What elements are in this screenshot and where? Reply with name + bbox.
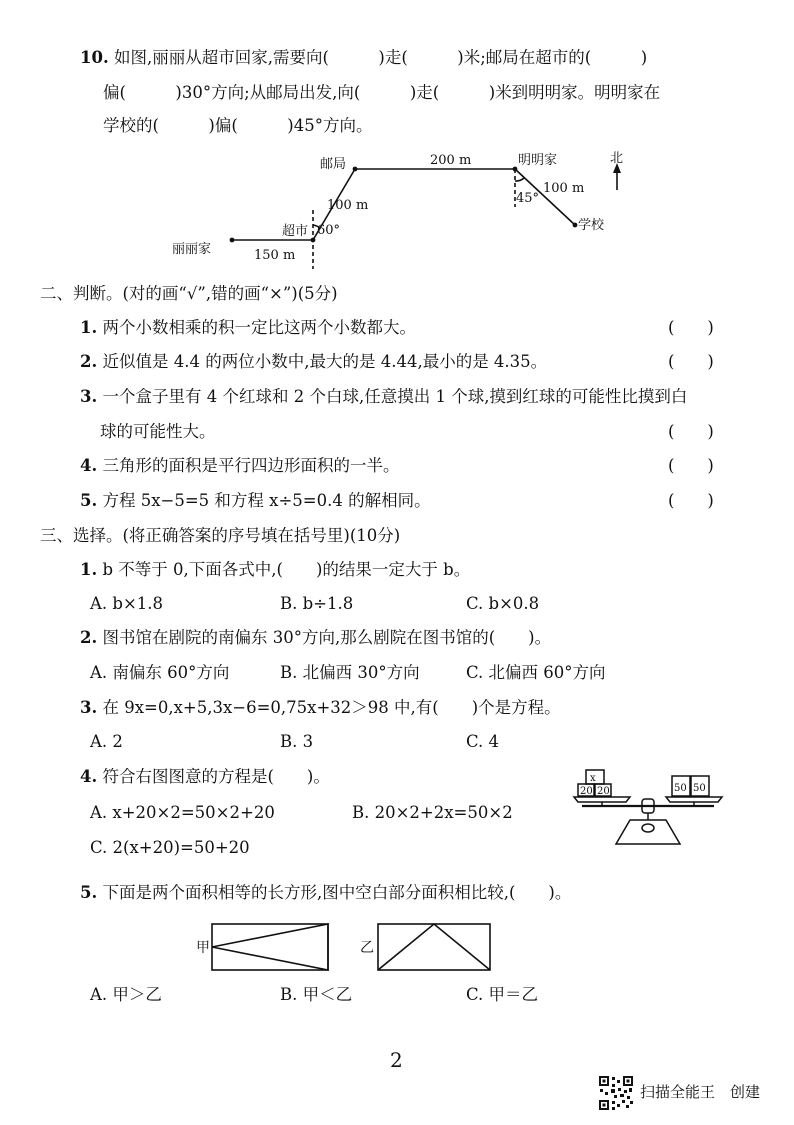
right-pan [666,797,722,802]
choice-q5-option-a[interactable]: A. 甲＞乙 [90,985,162,1004]
judge-item-5 [80,493,431,510]
judge-item-number: 5. [80,491,98,510]
judge-item-3 [80,389,687,406]
choice-q1-option-c[interactable]: C. b×0.8 [466,594,540,613]
choice-q5-option-b[interactable]: B. 甲＜乙 [280,985,353,1004]
choice-q-number: 5. [80,883,98,902]
choice-q3-option-b[interactable]: B. 3 [280,732,314,751]
q10-line2: 偏( )30°方向;从邮局出发,向( )走( )米到明明家。明明家在 [103,83,661,102]
judge-item-text: 三角形的面积是平行四边形面积的一半。 [102,456,400,475]
qr-code-icon [598,1075,634,1111]
judge-item-number: 2. [80,352,98,371]
choice-q4-option-b[interactable]: B. 20×2+2x=50×2 [352,803,513,822]
choice-q1-option-a[interactable]: A. b×1.8 [90,594,164,613]
triangle-jia [212,924,328,970]
choice-q2-option-c[interactable]: C. 北偏西 60°方向 [466,663,606,682]
judge-answer-paren-3[interactable]: ( ) [668,422,714,441]
judge-item-text: 方程 5x−5=5 和方程 x÷5=0.4 的解相同。 [102,491,431,510]
weight-50-a-label: 50 [674,783,687,794]
choice-q3 [80,700,561,717]
choice-q-number: 3. [80,698,98,717]
judge-item-number: 1. [80,318,98,337]
judge-item-2 [80,354,547,371]
label-angle-super: 60° [317,223,341,238]
choice-q2 [80,630,551,647]
choice-q-text: b 不等于 0,下面各式中,( )的结果一定大于 b。 [102,560,471,579]
label-mingming-home: 明明家 [518,153,558,168]
judge-answer-paren-4[interactable]: ( ) [668,456,714,475]
q10-line3: 学校的( )偏( )45°方向。 [103,116,373,135]
rectangle-jia [212,924,328,970]
choice-q1-option-b[interactable]: B. b÷1.8 [280,594,354,613]
judge-item-1 [80,320,416,337]
choice-q3-option-c[interactable]: C. 4 [466,732,500,751]
section3-title: 三、选择。(将正确答案的序号填在括号里)(10分) [40,526,401,545]
weight-20-b-label: 20 [597,786,610,797]
rectangles-figure [0,918,794,978]
label-supermarket: 超市 [282,224,309,239]
choice-q4-option-c[interactable]: C. 2(x+20)=50+20 [90,838,250,857]
judge-item-4 [80,458,399,475]
label-post-office: 邮局 [320,157,347,172]
q10-route-diagram [0,145,794,275]
label-dist-ming-school: 100 m [543,181,585,196]
weight-x-label: x [590,773,596,784]
q10-line1 [80,50,647,67]
choice-q-text: 在 9x=0,x+5,3x−6=0,75x+32＞98 中,有( )个是方程。 [102,698,561,717]
judge-answer-paren-2[interactable]: ( ) [668,352,714,371]
choice-q-text: 下面是两个面积相等的长方形,图中空白部分面积相比较,( )。 [102,883,572,902]
label-lili-home: 丽丽家 [172,242,212,257]
weight-20-a-label: 20 [580,786,593,797]
choice-q-text: 符合右图图意的方程是( )。 [102,767,330,786]
choice-q5-option-c[interactable]: C. 甲＝乙 [466,985,539,1004]
section2-title: 二、判断。(对的画“√”,错的画“×”)(5分) [40,284,338,303]
choice-q4-option-a[interactable]: A. x+20×2=50×2+20 [90,803,275,822]
label-angle-ming: 45° [516,191,540,206]
footer-brand: 扫描全能王 创建 [640,1083,761,1101]
choice-q-number: 2. [80,628,98,647]
judge-item-text: 两个小数相乘的积一定比这两个小数都大。 [102,318,416,337]
label-school: 学校 [578,218,605,233]
rectangle-yi [378,924,490,970]
choice-q5 [80,885,571,902]
choice-q2-option-a[interactable]: A. 南偏东 60°方向 [90,663,230,682]
choice-q4 [80,769,330,786]
triangle-yi [378,924,490,970]
label-north: 北 [610,151,624,166]
judge-item-number: 3. [80,387,98,406]
choice-q-text: 图书馆在剧院的南偏东 30°方向,那么剧院在图书馆的( )。 [102,628,552,647]
label-yi: 乙 [360,940,374,956]
q10-text-1: 如图,丽丽从超市回家,需要向( )走( )米;邮局在超市的( ) [113,48,648,67]
balance-scale-illustration [572,762,732,852]
choice-q3-option-a[interactable]: A. 2 [90,732,123,751]
choice-q1 [80,562,470,579]
ming-angle-arc [515,178,524,181]
choice-q-number: 4. [80,767,98,786]
choice-q-number: 1. [80,560,98,579]
judge-item-text: 近似值是 4.4 的两位小数中,最大的是 4.44,最小的是 4.35。 [102,352,548,371]
judge-item-text: 一个盒子里有 4 个红球和 2 个白球,任意摸出 1 个球,摸到红球的可能性比摸到白 [102,387,688,406]
label-dist-super-post: 100 m [327,198,369,213]
weight-50-b-label: 50 [693,783,706,794]
q10-number: 10. [80,48,109,67]
judge-answer-paren-1[interactable]: ( ) [668,318,714,337]
choice-q2-option-b[interactable]: B. 北偏西 30°方向 [280,663,420,682]
left-pan [574,797,630,802]
label-dist-post-ming: 200 m [430,153,472,168]
label-jia: 甲 [196,940,210,956]
page-number: 2 [390,1048,403,1072]
judge-item-number: 4. [80,456,98,475]
judge-answer-paren-5[interactable]: ( ) [668,491,714,510]
label-dist-lili-super: 150 m [254,248,296,263]
judge-item-3-cont: 球的可能性大。 [100,422,216,441]
